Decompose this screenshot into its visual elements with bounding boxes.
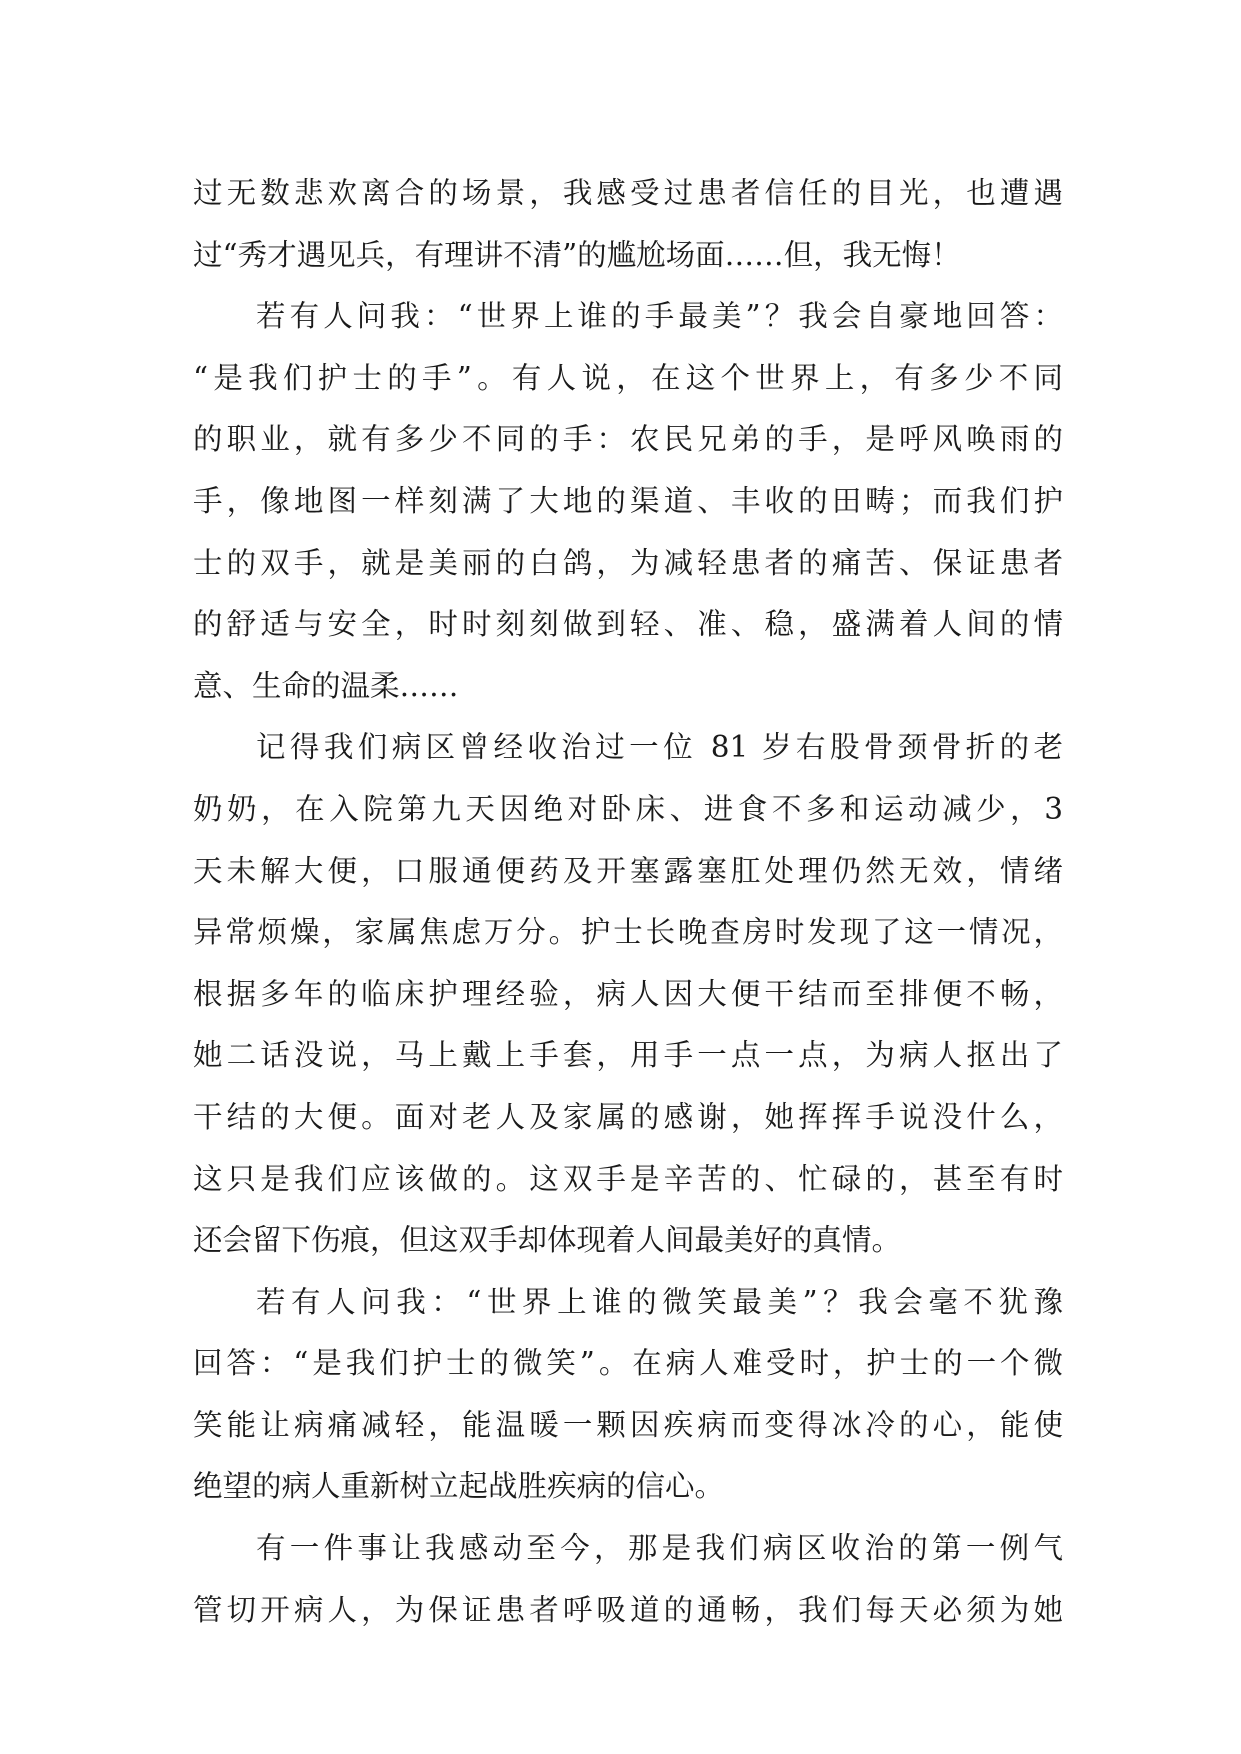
- text-line: 记得我们病区曾经收治过一位 81 岁右股骨颈骨折的老: [256, 730, 1063, 765]
- text-line: 她二话没说，马上戴上手套，用手一点一点，为病人抠出了: [193, 1038, 1063, 1073]
- text-line: 回答：“是我们护士的微笑”。在病人难受时，护士的一个微: [193, 1346, 1063, 1381]
- text-line: 奶奶，在入院第九天因绝对卧床、进食不多和运动减少，3: [193, 791, 1063, 826]
- text-line: 过“秀才遇见兵，有理讲不清”的尴尬场面……但，我无悔！: [193, 237, 961, 272]
- text-line: 异常烦燥，家属焦虑万分。护士长晚查房时发现了这一情况，: [193, 915, 1063, 950]
- text-line: 笑能让病痛减轻，能温暖一颗因疾病而变得冰冷的心，能使: [193, 1407, 1063, 1442]
- text-line: 意、生命的温柔……: [193, 668, 459, 703]
- text-line: 士的双手，就是美丽的白鸽，为减轻患者的痛苦、保证患者: [193, 545, 1063, 580]
- text-line: 管切开病人，为保证患者呼吸道的通畅，我们每天必须为她: [193, 1592, 1063, 1627]
- text-line: 若有人问我：“世界上谁的微笑最美”？我会毫不犹豫: [256, 1284, 1063, 1319]
- text-line: 这只是我们应该做的。这双手是辛苦的、忙碌的，甚至有时: [193, 1161, 1063, 1196]
- document-body: [193, 163, 1063, 1641]
- text-line: 有一件事让我感动至今，那是我们病区收治的第一例气: [256, 1531, 1063, 1566]
- text-line: “是我们护士的手”。有人说，在这个世界上，有多少不同: [193, 360, 1063, 395]
- text-line: 的职业，就有多少不同的手：农民兄弟的手，是呼风唤雨的: [193, 422, 1063, 457]
- text-line: 若有人问我：“世界上谁的手最美”？我会自豪地回答：: [256, 299, 1063, 334]
- text-line: 过无数悲欢离合的场景，我感受过患者信任的目光，也遭遇: [193, 176, 1063, 210]
- text-line: 干结的大便。面对老人及家属的感谢，她挥挥手说没什么，: [193, 1099, 1063, 1134]
- text-line: 绝望的病人重新树立起战胜疾病的信心。: [193, 1469, 725, 1504]
- text-line: 天未解大便，口服通便药及开塞露塞肛处理仍然无效，情绪: [193, 853, 1063, 888]
- text-line: 还会留下伤痕，但这双手却体现着人间最美好的真情。: [193, 1223, 902, 1258]
- text-line: 手，像地图一样刻满了大地的渠道、丰收的田畴；而我们护: [193, 483, 1063, 518]
- text-line: 根据多年的临床护理经验，病人因大便干结而至排便不畅，: [193, 976, 1063, 1011]
- text-line: 的舒适与安全，时时刻刻做到轻、准、稳，盛满着人间的情: [193, 607, 1063, 642]
